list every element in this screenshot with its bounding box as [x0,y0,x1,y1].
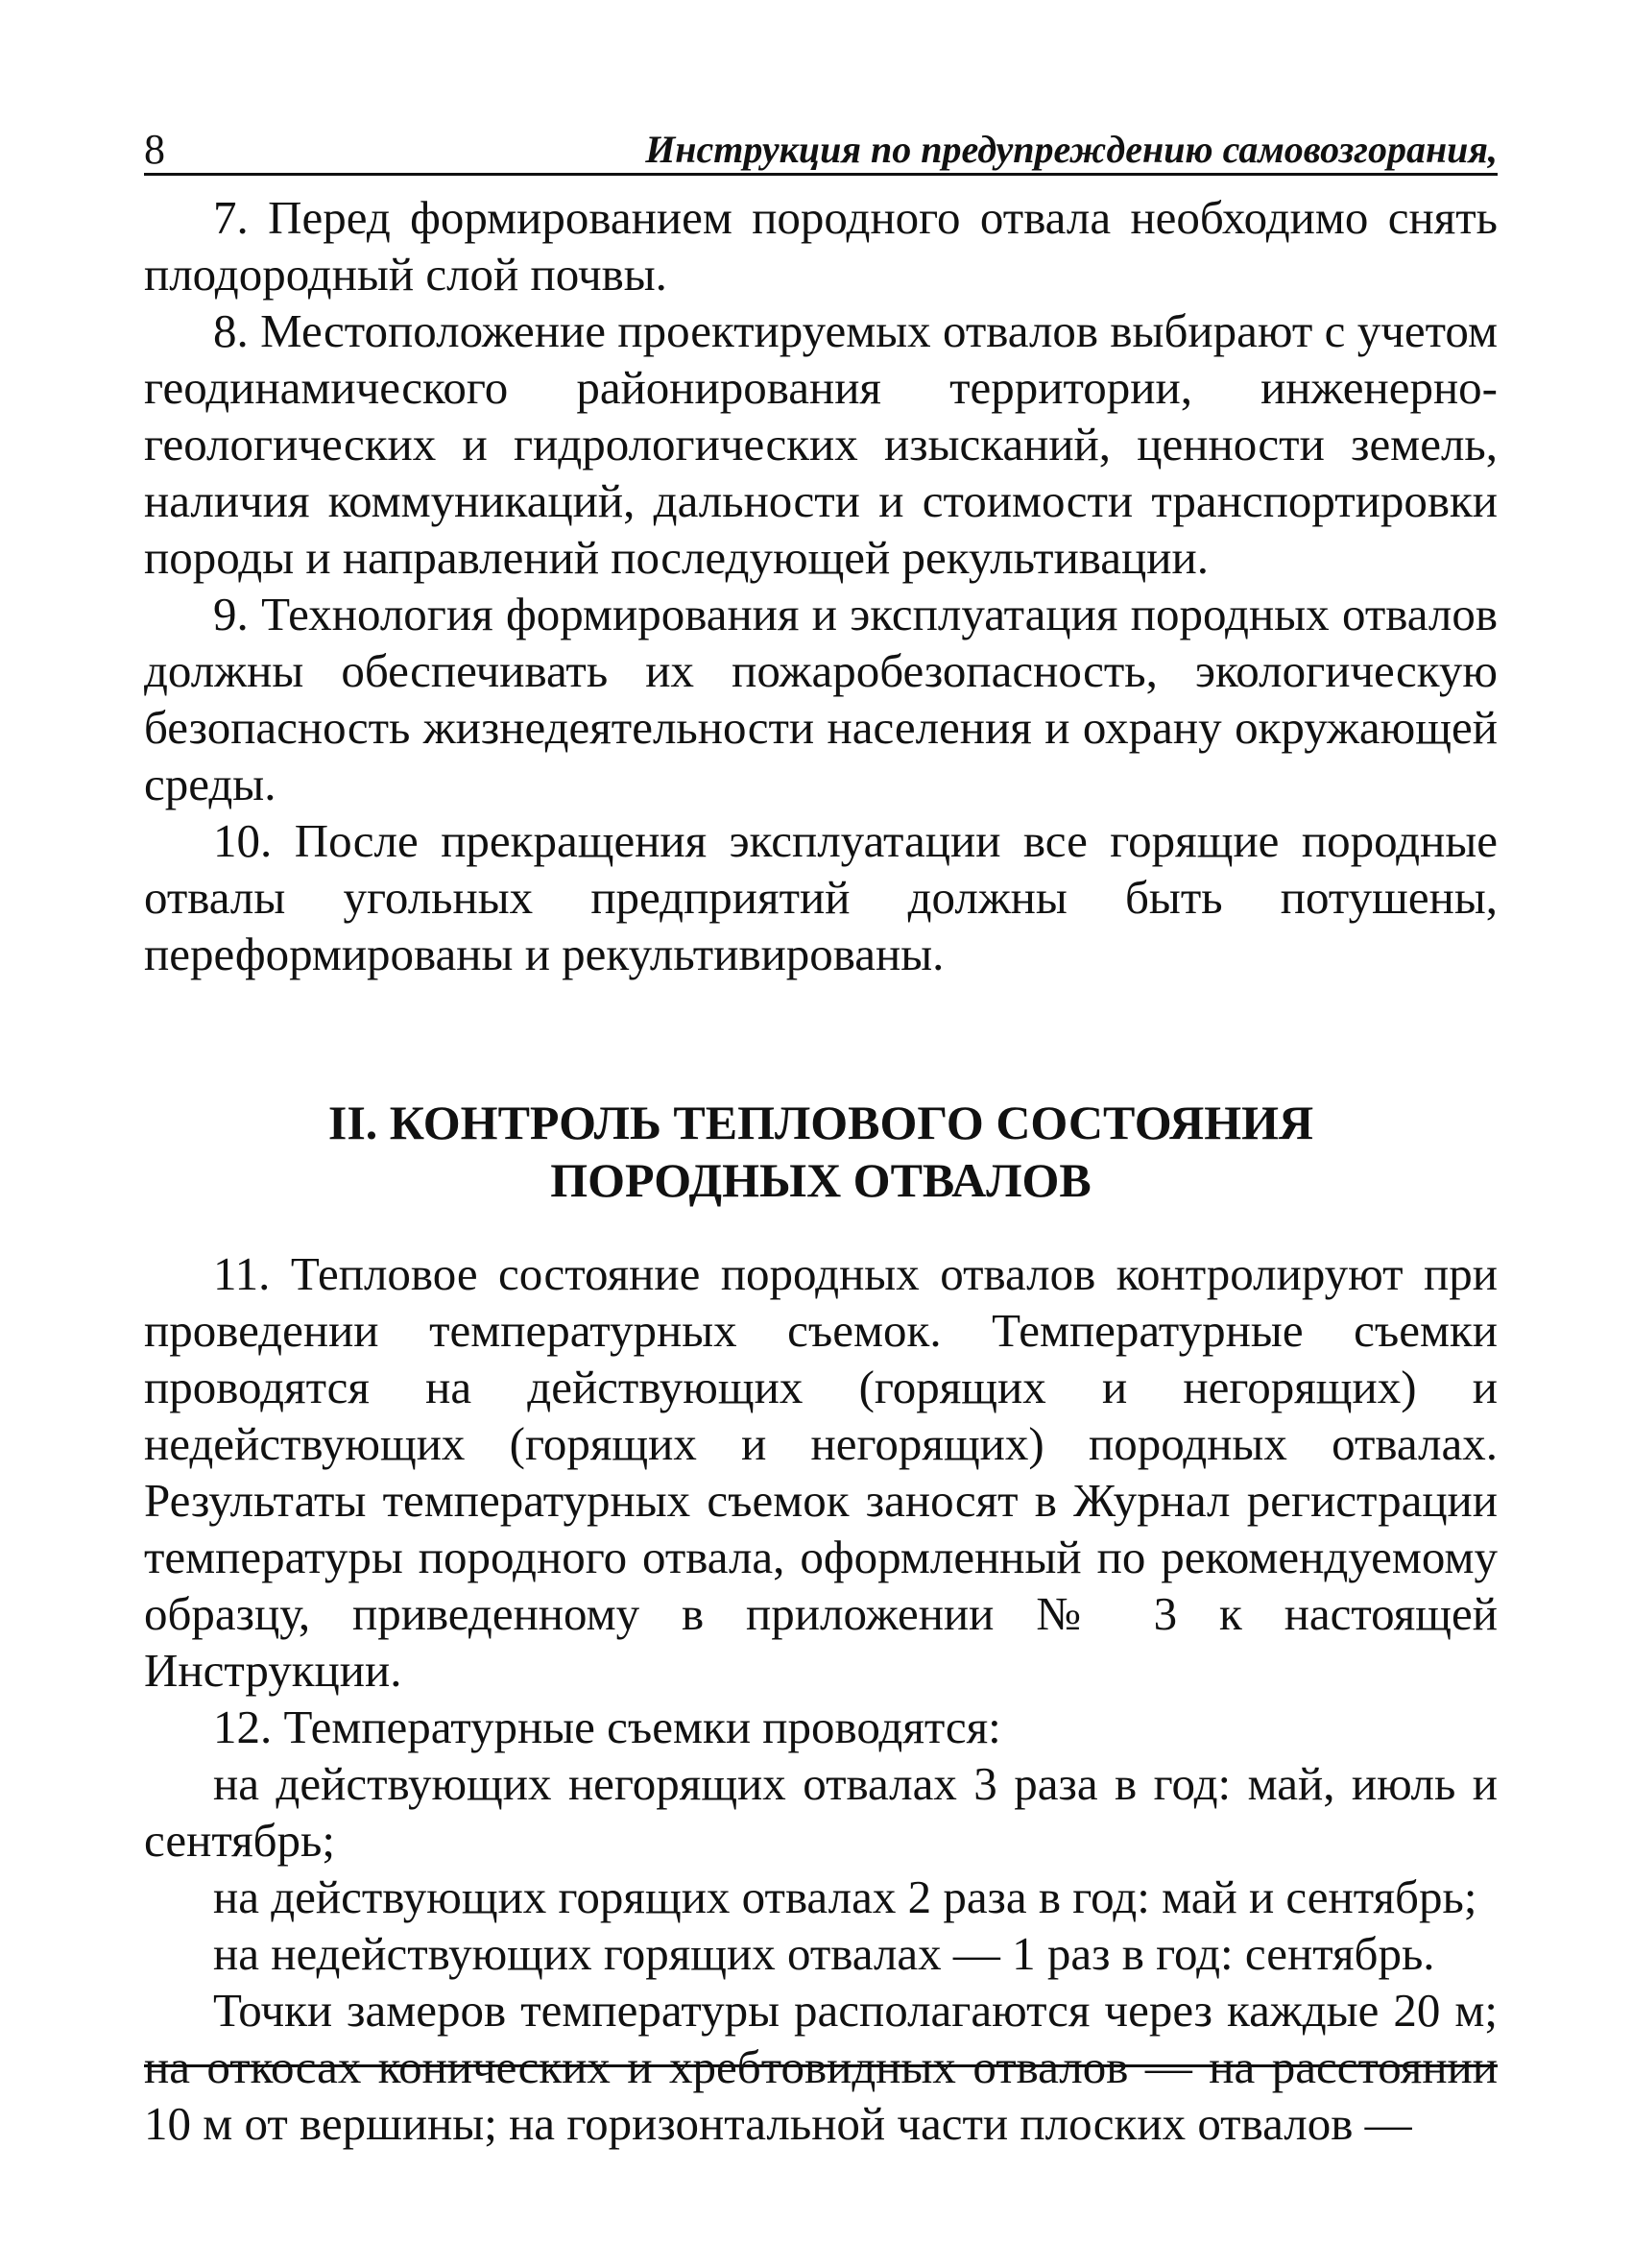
paragraph-9: 9. Технология формирования и эксплуатация породных отвалов должны обеспечивать их пожаробезопасность, экологическую безопасность жизнедеятельности населения и охрану окружающей среды. [144,588,1498,810]
page-content [144,189,1498,2152]
document-page [144,115,1498,2150]
schedule-item-active-nonburning: на действующих негорящих отвалах 3 раза в год: май, июль и сентябрь; [144,1757,1498,1867]
page-number: 8 [144,126,165,173]
running-header-title: Инструкция по предупреждению самовозгорания, [645,128,1498,171]
section-heading-line-1: II. КОНТРОЛЬ ТЕПЛОВОГО СОСТОЯНИЯ [327,1096,1314,1149]
schedule-item-active-burning: на действующих горящих отвалах 2 раза в год: май и сентябрь; [213,1870,1477,1923]
section-heading [144,1094,1498,1209]
paragraph-measurement-points: Точки замеров температуры располагаются через каждые 20 м; на откосах конических и хребтовидных отвалов — на расстоянии 10 м от вершины; на горизонтальной части плоских отвалов — [144,1984,1498,2150]
running-header [144,115,1498,176]
bottom-rule [144,2064,1498,2067]
paragraph-7: 7. Перед формированием породного отвала необходимо снять плодородный слой почвы. [144,191,1498,301]
paragraph-12: 12. Температурные съемки проводятся: [213,1701,1001,1753]
paragraph-11: 11. Тепловое состояние породных отвалов контролируют при проведении температурных съемок. Температурные съемки проводятся на действующих (горящих и негорящих) и недействующих (горящих и негорящих) породных отвалах. Результаты температурных съемок заносят в Журнал регистрации температуры породного отвала, оформленный по рекомендуемому образцу, приведенному в приложении № 3 к настоящей Инструкции. [144,1247,1498,1697]
paragraph-8: 8. Местоположение проектируемых отвалов выбирают с учетом геодинамического районирования территории, инженерно-геологических и гидрологических изысканий, ценности земель, наличия коммуникаций, дальности и стоимости транспортировки породы и направлений последующей рекультивации. [144,304,1498,584]
schedule-item-inactive-burning: на недействующих горящих отвалах — 1 раз в год: сентябрь. [213,1927,1435,1980]
paragraph-10: 10. После прекращения эксплуатации все горящие породные отвалы угольных предприятий должны быть потушены, переформированы и рекультивированы. [144,814,1498,980]
section-heading-line-2: ПОРОДНЫХ ОТВАЛОВ [550,1153,1092,1207]
